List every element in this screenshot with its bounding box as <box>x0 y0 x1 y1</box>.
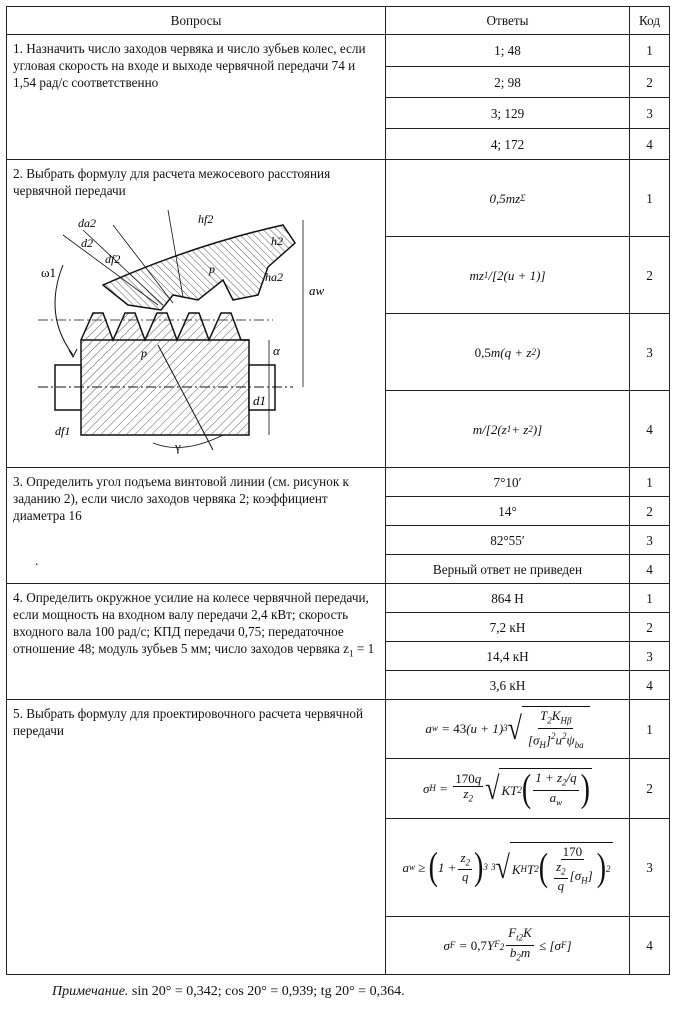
answer-cell[interactable]: 14° <box>386 497 630 526</box>
table-row <box>7 700 670 759</box>
code-cell: 4 <box>630 555 670 584</box>
code-cell: 3 <box>630 98 670 129</box>
code-cell: 3 <box>630 819 670 917</box>
answer-cell[interactable]: 7°10′ <box>386 468 630 497</box>
formula-5-3[interactable]: a w ≥ ( 1 + $\frac{z_2}{q}$ ) 3 3 √ K H T 2 ( 170 $\frac{z_2}{q}$ $[\sigma_H]$ ) 2 <box>386 819 630 917</box>
stray-dot: . <box>35 553 39 568</box>
code-cell: 1 <box>630 160 670 237</box>
label-p-top: p <box>209 262 215 276</box>
question-4-text: 4. Определить окружное усилие на колесе червячной передачи, если мощность на входном валу передачи 2,4 кВт; скорость входного вала 100 рад/с; КПД передачи 0,75; передаточное отношение 48; модуль зубьев 5 мм; число заходов червяка $z_1 = 1$ <box>7 584 386 700</box>
table-row <box>7 584 670 613</box>
note-text: sin 20° = 0,342; cos 20° = 0,939; tg 20° = 0,364. <box>128 984 405 999</box>
label-hf2: hf2 <box>198 212 214 226</box>
code-cell: 2 <box>630 613 670 642</box>
table-row <box>7 468 670 497</box>
answer-cell[interactable]: 4; 172 <box>386 129 630 160</box>
code-cell: 4 <box>630 917 670 975</box>
header-answers: Ответы <box>386 7 630 35</box>
answer-cell[interactable]: 82°55′ <box>386 526 630 555</box>
label-alpha: α <box>273 343 280 358</box>
formula-5-1[interactable]: a w = 43 (u + 1) 3 √ $\frac{T_2K_{H\beta}}{[\sigma_H]^2u^2\psi_{ba}}$ <box>386 700 630 759</box>
label-df2: df2 <box>105 252 121 266</box>
code-cell: 3 <box>630 642 670 671</box>
question-5-text: 5. Выбрать формулу для проектировочного расчета червячной передачи <box>7 700 386 975</box>
table-row <box>7 35 670 67</box>
code-cell: 2 <box>630 497 670 526</box>
label-gamma: γ <box>175 439 181 454</box>
question-2-text: 2. Выбрать формулу для расчета межосевого расстояния червячной передачи aw d1 α da2 d2 df2 hf2 h2 ha2 p p ω1 df1 γ <box>7 160 386 468</box>
code-cell: 3 <box>630 526 670 555</box>
formula-5-2[interactable]: σ H = $\frac{170q}{z_2}$ √ KT 2 ( $\frac{1 + z_2/q}{a_w}$ ) <box>386 759 630 819</box>
answer-cell[interactable]: Верный ответ не приведен <box>386 555 630 584</box>
note <box>52 984 405 1000</box>
note-label: Примечание. <box>52 984 129 999</box>
header-questions: Вопросы <box>7 7 386 35</box>
answer-cell[interactable]: 14,4 кН <box>386 642 630 671</box>
answer-cell[interactable]: 0,5 mz Σ <box>386 160 630 237</box>
label-h2: h2 <box>271 234 283 248</box>
code-cell: 1 <box>630 468 670 497</box>
answer-cell[interactable]: 1; 48 <box>386 35 630 67</box>
questions-table <box>6 6 670 975</box>
code-cell: 1 <box>630 584 670 613</box>
label-p-bottom: p <box>141 346 147 360</box>
code-cell: 2 <box>630 237 670 314</box>
answer-cell[interactable]: 2; 98 <box>386 67 630 98</box>
header-code: Код <box>630 7 670 35</box>
question-3-text: 3. Определить угол подъема винтовой линии (см. рисунок к заданию 2), если число заходов червяка 2; коэффициент диаметра 16 . <box>7 468 386 584</box>
label-aw: aw <box>309 283 325 298</box>
code-cell: 4 <box>630 129 670 160</box>
label-omega1: ω1 <box>41 265 57 280</box>
answer-cell[interactable]: m/[2(z 1 + z 2 )] <box>386 391 630 468</box>
table-header-row <box>7 7 670 35</box>
code-cell: 1 <box>630 700 670 759</box>
answer-cell[interactable]: 7,2 кН <box>386 613 630 642</box>
label-ha2: ha2 <box>265 270 283 284</box>
label-d1: d1 <box>253 393 266 408</box>
code-cell: 3 <box>630 314 670 391</box>
formula-5-4[interactable]: σ F = 0,7 Y $F_2$ $\frac{F_{t2}K}{b_2m}$ ≤ [σ F ] <box>386 917 630 975</box>
label-df1: df1 <box>55 424 71 438</box>
answer-cell[interactable]: 3,6 кН <box>386 671 630 700</box>
question-1-text: 1. Назначить число заходов червяка и число зубьев колес, если угловая скорость на входе и выходе червячной передачи 74 и 1,54 рад/с соответственно <box>7 35 386 160</box>
answer-cell[interactable]: 3; 129 <box>386 98 630 129</box>
answer-cell[interactable]: mz 1 /[2(u + 1)] <box>386 237 630 314</box>
answer-cell[interactable]: 0,5 m(q + z 2 ) <box>386 314 630 391</box>
code-cell: 2 <box>630 759 670 819</box>
label-da2: da2 <box>78 216 96 230</box>
code-cell: 4 <box>630 671 670 700</box>
answer-cell[interactable]: 864 Н <box>386 584 630 613</box>
code-cell: 2 <box>630 67 670 98</box>
label-d2: d2 <box>81 236 93 250</box>
worm-gear-diagram <box>33 205 363 460</box>
code-cell: 4 <box>630 391 670 468</box>
table-row <box>7 160 670 237</box>
code-cell: 1 <box>630 35 670 67</box>
